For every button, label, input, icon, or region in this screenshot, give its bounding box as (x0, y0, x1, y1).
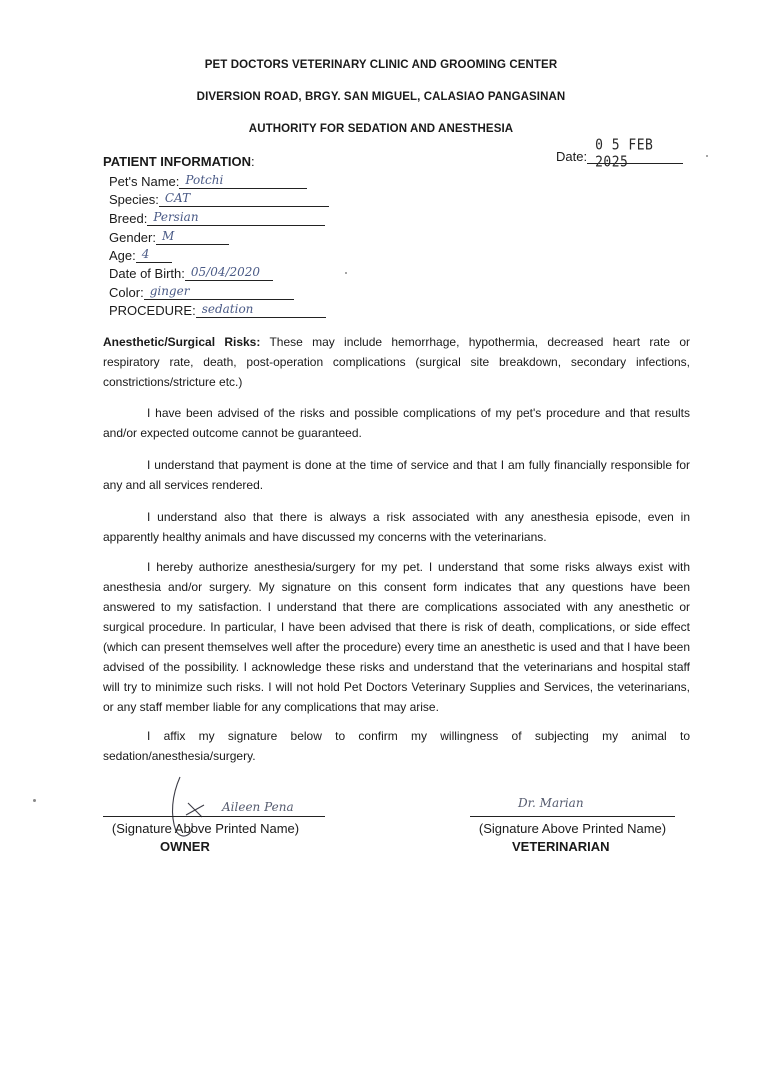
field-line (147, 210, 325, 226)
field-line (185, 265, 273, 281)
field-label: PROCEDURE: (109, 303, 196, 318)
field-value: ginger (149, 284, 190, 298)
field-label: Breed: (109, 211, 148, 226)
owner-signature-line (103, 816, 325, 817)
consent-paragraph-2: I understand that payment is done at the time of service and that I am fully financially responsible for any and all services rendered. (103, 458, 690, 492)
field-label: Gender: (109, 230, 156, 245)
patient-info-colon: : (251, 154, 255, 169)
risks-heading: Anesthetic/Surgical Risks: (103, 335, 261, 349)
owner-signature-caption: (Signature Above Printed Name) (111, 821, 300, 836)
field-date-of-birth (109, 265, 273, 281)
field-value: 05/04/2020 (190, 265, 261, 279)
consent-paragraph-5: I affix my signature below to confirm my willingness of subjecting my animal to sedation/anesthesia/surgery. (103, 729, 690, 763)
field-value: M (161, 229, 175, 243)
consent-paragraph-4: I hereby authorize anesthesia/surgery for my pet. I understand that some risks always exist with anesthesia and/or surgery. My signature on this consent form indicates that any questions have been answered to my satisfaction. I understand that there are complications associated with any anesthetic or surgical procedure. In particular, I have been advised that there is risk of death, complications, or side effect (which can present themselves well after the procedure) every time an anesthetic is used and that I have been advised of the possibility. I acknowledge these risks and understand that the veterinarians and hospital staff will try to minimize such risks. I will not hold Pet Doctors Veterinary Supplies and Services, the veterinarians, or any staff member liable for any complications that may arise. (103, 560, 690, 714)
scan-speck (345, 272, 347, 274)
owner-signature-stroke (168, 775, 228, 847)
form-title: AUTHORITY FOR SEDATION AND ANESTHESIA (248, 123, 514, 135)
patient-info-title (103, 154, 255, 169)
date-label: Date: (556, 149, 588, 164)
owner-signature-name: Aileen Pena (222, 800, 294, 814)
scan-speck (33, 799, 36, 802)
vet-signature-name: Dr. Marian (518, 796, 584, 810)
field-color (109, 284, 294, 300)
field-value: 4 (141, 247, 150, 261)
vet-signature-line (470, 816, 675, 817)
field-pet-name (109, 173, 307, 189)
field-gender (109, 229, 229, 245)
scan-speck (706, 155, 708, 157)
field-label: Date of Birth: (109, 266, 185, 281)
field-breed (109, 210, 325, 226)
field-label: Pet's Name: (109, 174, 180, 189)
field-value: CAT (164, 191, 191, 205)
field-value: Potchi (185, 173, 224, 187)
vet-role: VETERINARIAN (512, 839, 610, 854)
vet-signature-caption: (Signature Above Printed Name) (478, 821, 667, 836)
field-procedure (109, 302, 326, 318)
clinic-name: PET DOCTORS VETERINARY CLINIC AND GROOMING CENTER (204, 59, 558, 71)
field-age (109, 247, 172, 263)
field-label: Age: (109, 248, 136, 263)
risks-text: These may include hemorrhage, hypothermia, decreased heart rate or respiratory rate, death, post-operation complications (surgical site breakdown, secondary infections, constrictions/stricture etc.) (103, 335, 691, 389)
field-label: Color: (109, 285, 144, 300)
field-value: Persian (153, 210, 199, 224)
patient-info-title-text: PATIENT INFORMATION (103, 154, 252, 169)
field-line (196, 302, 326, 318)
field-value: sedation (201, 302, 254, 316)
clinic-address: DIVERSION ROAD, BRGY. SAN MIGUEL, CALASIAO PANGASINAN (196, 91, 566, 103)
field-label: Species: (109, 192, 159, 207)
consent-paragraph-1: I have been advised of the risks and possible complications of my pet's procedure and that results and/or expected outcome cannot be guaranteed. (103, 406, 690, 440)
field-line (156, 229, 229, 245)
consent-paragraph-3: I understand also that there is always a risk associated with any anesthesia episode, even in apparently healthy animals and have discussed my concerns with the veterinarians. (103, 510, 690, 544)
date-field (556, 136, 683, 172)
field-line (144, 284, 294, 300)
risks-paragraph (103, 332, 690, 392)
field-line (136, 247, 172, 263)
field-line (179, 173, 307, 189)
owner-role: OWNER (160, 839, 210, 854)
field-line (159, 191, 329, 207)
date-line (587, 136, 683, 172)
field-species (109, 191, 329, 207)
date-stamp: 0 5 FEB 2025 (595, 136, 654, 172)
